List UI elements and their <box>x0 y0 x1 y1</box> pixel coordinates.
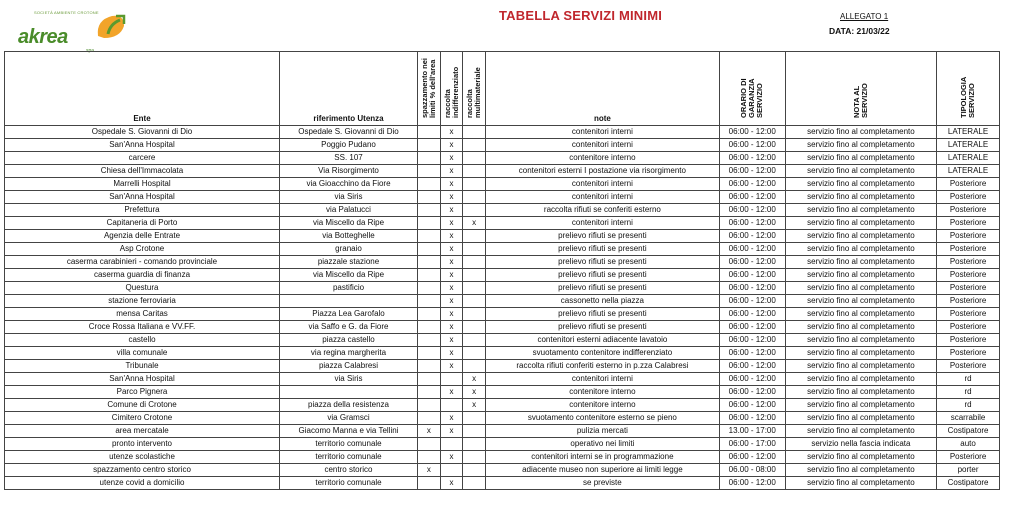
cell-ente: Asp Crotone <box>5 243 280 256</box>
cell-spazzamento <box>418 217 441 230</box>
cell-orario: 06:00 - 12:00 <box>719 230 785 243</box>
allegato-label: ALLEGATO 1 <box>840 12 889 21</box>
cell-indifferenziato: x <box>440 204 463 217</box>
cell-spazzamento <box>418 295 441 308</box>
cell-nota: servizio fino al completamento <box>785 230 936 243</box>
cell-spazzamento: x <box>418 464 441 477</box>
cell-riferimento: Giacomo Manna e via Tellini <box>280 425 418 438</box>
akrea-logo <box>14 10 124 54</box>
cell-ente: spazzamento centro storico <box>5 464 280 477</box>
cell-nota: servizio fino al completamento <box>785 360 936 373</box>
cell-tipologia: Posteriore <box>937 295 1000 308</box>
cell-tipologia: Costipatore <box>937 477 1000 490</box>
header-nota: NOTA AL SERVIZIO <box>785 52 936 126</box>
cell-multimateriale <box>463 282 486 295</box>
cell-spazzamento <box>418 165 441 178</box>
cell-note: prelievo rifiuti se presenti <box>485 230 719 243</box>
document-date: DATA: 21/03/22 <box>829 26 890 36</box>
cell-tipologia: auto <box>937 438 1000 451</box>
cell-riferimento: via Palatucci <box>280 204 418 217</box>
cell-nota: servizio fino al completamento <box>785 347 936 360</box>
cell-nota: servizio fino al completamento <box>785 191 936 204</box>
cell-ente: Capitaneria di Porto <box>5 217 280 230</box>
cell-multimateriale <box>463 139 486 152</box>
cell-spazzamento <box>418 438 441 451</box>
cell-riferimento: via regina margherita <box>280 347 418 360</box>
cell-nota: servizio fino al completamento <box>785 399 936 412</box>
cell-indifferenziato: x <box>440 477 463 490</box>
cell-ente: Tribunale <box>5 360 280 373</box>
cell-indifferenziato <box>440 399 463 412</box>
cell-indifferenziato: x <box>440 308 463 321</box>
cell-spazzamento <box>418 282 441 295</box>
cell-multimateriale <box>463 321 486 334</box>
cell-multimateriale <box>463 269 486 282</box>
cell-multimateriale <box>463 412 486 425</box>
cell-note: svuotamento contenitore indifferenziato <box>485 347 719 360</box>
table-row <box>5 464 1000 477</box>
cell-note: adiacente museo non superiore ai limiti legge <box>485 464 719 477</box>
cell-tipologia: Posteriore <box>937 256 1000 269</box>
cell-ente: villa comunale <box>5 347 280 360</box>
cell-nota: servizio fino al completamento <box>785 334 936 347</box>
header-note: note <box>485 52 719 126</box>
cell-note: prelievo rifiuti se presenti <box>485 269 719 282</box>
cell-note: prelievo rifiuti se presenti <box>485 243 719 256</box>
cell-riferimento: SS. 107 <box>280 152 418 165</box>
cell-spazzamento <box>418 178 441 191</box>
cell-spazzamento: x <box>418 425 441 438</box>
cell-indifferenziato: x <box>440 269 463 282</box>
cell-tipologia: Posteriore <box>937 334 1000 347</box>
cell-tipologia: porter <box>937 464 1000 477</box>
cell-indifferenziato: x <box>440 451 463 464</box>
cell-ente: utenze covid a domicilio <box>5 477 280 490</box>
cell-riferimento: piazza della resistenza <box>280 399 418 412</box>
cell-ente: castello <box>5 334 280 347</box>
cell-multimateriale <box>463 464 486 477</box>
header-ente: Ente <box>5 52 280 126</box>
cell-riferimento: via Siris <box>280 191 418 204</box>
table-row <box>5 438 1000 451</box>
cell-ente: Cimitero Crotone <box>5 412 280 425</box>
cell-spazzamento <box>418 347 441 360</box>
table-row <box>5 269 1000 282</box>
cell-spazzamento <box>418 243 441 256</box>
cell-ente: area mercatale <box>5 425 280 438</box>
cell-note: contenitore interno <box>485 152 719 165</box>
cell-orario: 06:00 - 12:00 <box>719 321 785 334</box>
cell-spazzamento <box>418 230 441 243</box>
cell-tipologia: Posteriore <box>937 269 1000 282</box>
cell-multimateriale <box>463 425 486 438</box>
cell-tipologia: scarrabile <box>937 412 1000 425</box>
cell-multimateriale <box>463 438 486 451</box>
table-row <box>5 295 1000 308</box>
cell-indifferenziato <box>440 464 463 477</box>
cell-ente: Parco Pignera <box>5 386 280 399</box>
table-row <box>5 178 1000 191</box>
cell-tipologia: Posteriore <box>937 217 1000 230</box>
cell-nota: servizio fino al completamento <box>785 217 936 230</box>
cell-riferimento: via Saffo e G. da Fiore <box>280 321 418 334</box>
cell-tipologia: LATERALE <box>937 165 1000 178</box>
table-row <box>5 243 1000 256</box>
cell-tipologia: Posteriore <box>937 243 1000 256</box>
cell-orario: 06:00 - 12:00 <box>719 204 785 217</box>
header-riferimento: riferimento Utenza <box>280 52 418 126</box>
cell-orario: 06.00 - 08:00 <box>719 464 785 477</box>
cell-multimateriale <box>463 334 486 347</box>
cell-orario: 06:00 - 12:00 <box>719 269 785 282</box>
cell-ente: San'Anna Hospital <box>5 191 280 204</box>
cell-multimateriale <box>463 152 486 165</box>
cell-spazzamento <box>418 269 441 282</box>
cell-tipologia: LATERALE <box>937 126 1000 139</box>
cell-riferimento: via Miscello da Ripe <box>280 269 418 282</box>
cell-tipologia: LATERALE <box>937 152 1000 165</box>
cell-indifferenziato <box>440 438 463 451</box>
cell-nota: servizio fino al completamento <box>785 165 936 178</box>
table-row <box>5 165 1000 178</box>
cell-riferimento: via Botteghelle <box>280 230 418 243</box>
cell-nota: servizio fino al completamento <box>785 204 936 217</box>
cell-orario: 06:00 - 12:00 <box>719 191 785 204</box>
cell-indifferenziato: x <box>440 360 463 373</box>
cell-riferimento: territorio comunale <box>280 438 418 451</box>
cell-ente: San'Anna Hospital <box>5 139 280 152</box>
cell-orario: 06:00 - 12:00 <box>719 217 785 230</box>
cell-orario: 06:00 - 12:00 <box>719 386 785 399</box>
cell-orario: 06:00 - 12:00 <box>719 360 785 373</box>
cell-tipologia: Posteriore <box>937 204 1000 217</box>
cell-orario: 06:00 - 12:00 <box>719 347 785 360</box>
cell-note: prelievo rifiuti se presenti <box>485 256 719 269</box>
cell-indifferenziato: x <box>440 243 463 256</box>
cell-orario: 06:00 - 17:00 <box>719 438 785 451</box>
cell-riferimento: piazzale stazione <box>280 256 418 269</box>
cell-indifferenziato: x <box>440 139 463 152</box>
logo-wordmark: akrea <box>18 26 68 48</box>
cell-orario: 06:00 - 12:00 <box>719 451 785 464</box>
cell-note: contenitori interni se in programmazione <box>485 451 719 464</box>
table-row <box>5 347 1000 360</box>
cell-tipologia: rd <box>937 399 1000 412</box>
table-row <box>5 126 1000 139</box>
cell-multimateriale <box>463 347 486 360</box>
cell-nota: servizio fino al completamento <box>785 425 936 438</box>
cell-ente: Prefettura <box>5 204 280 217</box>
cell-ente: stazione ferroviaria <box>5 295 280 308</box>
cell-spazzamento <box>418 477 441 490</box>
cell-tipologia: Posteriore <box>937 451 1000 464</box>
table-row <box>5 334 1000 347</box>
cell-orario: 06:00 - 12:00 <box>719 373 785 386</box>
cell-nota: servizio fino al completamento <box>785 282 936 295</box>
cell-ente: pronto intervento <box>5 438 280 451</box>
table-row <box>5 373 1000 386</box>
cell-note: raccolta rifiuti se conferiti esterno <box>485 204 719 217</box>
table-row <box>5 451 1000 464</box>
cell-multimateriale <box>463 230 486 243</box>
cell-spazzamento <box>418 139 441 152</box>
cell-spazzamento <box>418 321 441 334</box>
cell-tipologia: Posteriore <box>937 321 1000 334</box>
header-orario: ORARIO DI GARANZIA SERVIZIO <box>719 52 785 126</box>
cell-multimateriale <box>463 204 486 217</box>
cell-tipologia: Posteriore <box>937 191 1000 204</box>
cell-riferimento: piazza Calabresi <box>280 360 418 373</box>
cell-nota: servizio fino al completamento <box>785 464 936 477</box>
cell-spazzamento <box>418 412 441 425</box>
cell-multimateriale: x <box>463 373 486 386</box>
cell-note: prelievo rifiuti se presenti <box>485 321 719 334</box>
cell-spazzamento <box>418 256 441 269</box>
cell-orario: 06:00 - 12:00 <box>719 152 785 165</box>
table-row <box>5 399 1000 412</box>
cell-indifferenziato: x <box>440 425 463 438</box>
cell-spazzamento <box>418 373 441 386</box>
cell-note: contenitori esterni adiacente lavatoio <box>485 334 719 347</box>
cell-orario: 13.00 - 17:00 <box>719 425 785 438</box>
cell-note: cassonetto nella piazza <box>485 295 719 308</box>
cell-nota: servizio fino al completamento <box>785 308 936 321</box>
cell-note: raccolta rifiuti conferiti esterno in p.zza Calabresi <box>485 360 719 373</box>
cell-nota: servizio fino al completamento <box>785 451 936 464</box>
header-indifferenziato: raccolta indifferenziato <box>440 52 463 126</box>
cell-orario: 06:00 - 12:00 <box>719 295 785 308</box>
logo-leaf-icon <box>94 12 128 42</box>
cell-multimateriale <box>463 165 486 178</box>
cell-note: operativo nei limiti <box>485 438 719 451</box>
document-title: TABELLA SERVIZI MINIMI <box>499 8 663 23</box>
table-row <box>5 191 1000 204</box>
cell-tipologia: Costipatore <box>937 425 1000 438</box>
cell-spazzamento <box>418 334 441 347</box>
cell-ente: Comune di Crotone <box>5 399 280 412</box>
cell-note: contenitori interni <box>485 126 719 139</box>
cell-indifferenziato: x <box>440 386 463 399</box>
cell-note: contenitori interni <box>485 178 719 191</box>
cell-multimateriale <box>463 308 486 321</box>
cell-nota: servizio fino al completamento <box>785 269 936 282</box>
cell-note: prelievo rifiuti se presenti <box>485 282 719 295</box>
cell-multimateriale <box>463 191 486 204</box>
logo-spa: spa <box>86 48 95 54</box>
cell-multimateriale <box>463 477 486 490</box>
cell-indifferenziato: x <box>440 178 463 191</box>
cell-spazzamento <box>418 451 441 464</box>
cell-multimateriale <box>463 451 486 464</box>
cell-tipologia: Posteriore <box>937 282 1000 295</box>
cell-note: se previste <box>485 477 719 490</box>
cell-orario: 06:00 - 12:00 <box>719 334 785 347</box>
table-row <box>5 386 1000 399</box>
cell-indifferenziato: x <box>440 191 463 204</box>
cell-riferimento: Poggio Pudano <box>280 139 418 152</box>
cell-ente: caserma carabinieri - comando provinciale <box>5 256 280 269</box>
cell-note: contenitore interno <box>485 399 719 412</box>
cell-orario: 06:00 - 12:00 <box>719 139 785 152</box>
table-row <box>5 152 1000 165</box>
cell-indifferenziato: x <box>440 165 463 178</box>
cell-multimateriale <box>463 295 486 308</box>
cell-ente: mensa Caritas <box>5 308 280 321</box>
header-multimateriale: raccolta multimateriale <box>463 52 486 126</box>
cell-spazzamento <box>418 386 441 399</box>
cell-note: svuotamento contenitore esterno se pieno <box>485 412 719 425</box>
cell-indifferenziato: x <box>440 347 463 360</box>
cell-nota: servizio fino al completamento <box>785 152 936 165</box>
cell-nota: servizio fino al completamento <box>785 139 936 152</box>
cell-orario: 06:00 - 12:00 <box>719 308 785 321</box>
cell-indifferenziato: x <box>440 412 463 425</box>
table-row <box>5 139 1000 152</box>
cell-tipologia: Posteriore <box>937 360 1000 373</box>
cell-multimateriale <box>463 126 486 139</box>
table-row <box>5 321 1000 334</box>
cell-nota: servizio fino al completamento <box>785 321 936 334</box>
table-row <box>5 230 1000 243</box>
cell-orario: 06:00 - 12:00 <box>719 243 785 256</box>
cell-tipologia: LATERALE <box>937 139 1000 152</box>
cell-spazzamento <box>418 204 441 217</box>
cell-tipologia: rd <box>937 386 1000 399</box>
cell-riferimento: via Siris <box>280 373 418 386</box>
servizi-table <box>4 51 1000 490</box>
cell-ente: Marrelli Hospital <box>5 178 280 191</box>
cell-indifferenziato: x <box>440 334 463 347</box>
cell-indifferenziato: x <box>440 295 463 308</box>
cell-note: prelievo rifiuti se presenti <box>485 308 719 321</box>
cell-riferimento: Ospedale S. Giovanni di Dio <box>280 126 418 139</box>
cell-tipologia: Posteriore <box>937 230 1000 243</box>
cell-note: contenitori esterni I postazione via risorgimento <box>485 165 719 178</box>
cell-riferimento: via Gioacchino da Fiore <box>280 178 418 191</box>
cell-indifferenziato: x <box>440 256 463 269</box>
cell-riferimento: centro storico <box>280 464 418 477</box>
table-row <box>5 217 1000 230</box>
cell-note: contenitori interni <box>485 373 719 386</box>
cell-nota: servizio fino al completamento <box>785 477 936 490</box>
cell-ente: Chiesa dell'Immacolata <box>5 165 280 178</box>
cell-riferimento <box>280 386 418 399</box>
table-row <box>5 360 1000 373</box>
table-row <box>5 477 1000 490</box>
cell-multimateriale <box>463 360 486 373</box>
cell-ente: Questura <box>5 282 280 295</box>
cell-ente: Ospedale S. Giovanni di Dio <box>5 126 280 139</box>
cell-spazzamento <box>418 191 441 204</box>
cell-multimateriale <box>463 178 486 191</box>
cell-indifferenziato: x <box>440 152 463 165</box>
cell-orario: 06:00 - 12:00 <box>719 412 785 425</box>
cell-note: contenitori interni <box>485 139 719 152</box>
table-header-row <box>5 52 1000 126</box>
cell-multimateriale: x <box>463 399 486 412</box>
table-row <box>5 256 1000 269</box>
cell-ente: caserma guardia di finanza <box>5 269 280 282</box>
cell-nota: servizio fino al completamento <box>785 256 936 269</box>
cell-orario: 06:00 - 12:00 <box>719 165 785 178</box>
cell-note: contenitori interni <box>485 191 719 204</box>
cell-tipologia: Posteriore <box>937 178 1000 191</box>
cell-orario: 06:00 - 12:00 <box>719 178 785 191</box>
cell-nota: servizio fino al completamento <box>785 295 936 308</box>
cell-orario: 06:00 - 12:00 <box>719 126 785 139</box>
header-tipologia: TIPOLOGIA SERVIZIO <box>937 52 1000 126</box>
table-row <box>5 425 1000 438</box>
cell-multimateriale: x <box>463 217 486 230</box>
cell-spazzamento <box>418 360 441 373</box>
cell-riferimento: pastificio <box>280 282 418 295</box>
cell-riferimento: granaio <box>280 243 418 256</box>
cell-ente: San'Anna Hospital <box>5 373 280 386</box>
cell-indifferenziato <box>440 373 463 386</box>
cell-indifferenziato: x <box>440 282 463 295</box>
cell-riferimento: via Gramsci <box>280 412 418 425</box>
cell-orario: 06:00 - 12:00 <box>719 477 785 490</box>
cell-indifferenziato: x <box>440 126 463 139</box>
cell-indifferenziato: x <box>440 321 463 334</box>
cell-ente: Agenzia delle Entrate <box>5 230 280 243</box>
cell-indifferenziato: x <box>440 217 463 230</box>
cell-multimateriale: x <box>463 386 486 399</box>
cell-spazzamento <box>418 308 441 321</box>
cell-nota: servizio nella fascia indicata <box>785 438 936 451</box>
cell-nota: servizio fino al completamento <box>785 386 936 399</box>
header-spazzamento: spazzamento nei limiti % dell'area <box>418 52 441 126</box>
cell-tipologia: rd <box>937 373 1000 386</box>
cell-ente: utenze scolastiche <box>5 451 280 464</box>
cell-nota: servizio fino al completamento <box>785 126 936 139</box>
cell-indifferenziato: x <box>440 230 463 243</box>
table-row <box>5 308 1000 321</box>
logo-tagline: SOCIETÀ AMBIENTE CROTONE <box>34 10 99 15</box>
cell-multimateriale <box>463 243 486 256</box>
cell-multimateriale <box>463 256 486 269</box>
cell-tipologia: Posteriore <box>937 308 1000 321</box>
cell-riferimento <box>280 295 418 308</box>
cell-note: pulizia mercati <box>485 425 719 438</box>
table-row <box>5 204 1000 217</box>
cell-note: contenitori interni <box>485 217 719 230</box>
cell-spazzamento <box>418 126 441 139</box>
cell-riferimento: territorio comunale <box>280 451 418 464</box>
cell-ente: carcere <box>5 152 280 165</box>
table-row <box>5 282 1000 295</box>
cell-nota: servizio fino al completamento <box>785 243 936 256</box>
cell-spazzamento <box>418 399 441 412</box>
cell-nota: servizio fino al completamento <box>785 412 936 425</box>
cell-nota: servizio fino al completamento <box>785 373 936 386</box>
cell-tipologia: Posteriore <box>937 347 1000 360</box>
cell-riferimento: piazza castello <box>280 334 418 347</box>
table-row <box>5 412 1000 425</box>
cell-riferimento: territorio comunale <box>280 477 418 490</box>
cell-ente: Croce Rossa Italiana e VV.FF. <box>5 321 280 334</box>
cell-riferimento: via Miscello da Ripe <box>280 217 418 230</box>
cell-spazzamento <box>418 152 441 165</box>
cell-orario: 06:00 - 12:00 <box>719 282 785 295</box>
cell-riferimento: Via Risorgimento <box>280 165 418 178</box>
cell-note: contenitore interno <box>485 386 719 399</box>
cell-riferimento: Piazza Lea Garofalo <box>280 308 418 321</box>
cell-nota: servizio fino al completamento <box>785 178 936 191</box>
cell-orario: 06:00 - 12:00 <box>719 256 785 269</box>
cell-orario: 06:00 - 12:00 <box>719 399 785 412</box>
